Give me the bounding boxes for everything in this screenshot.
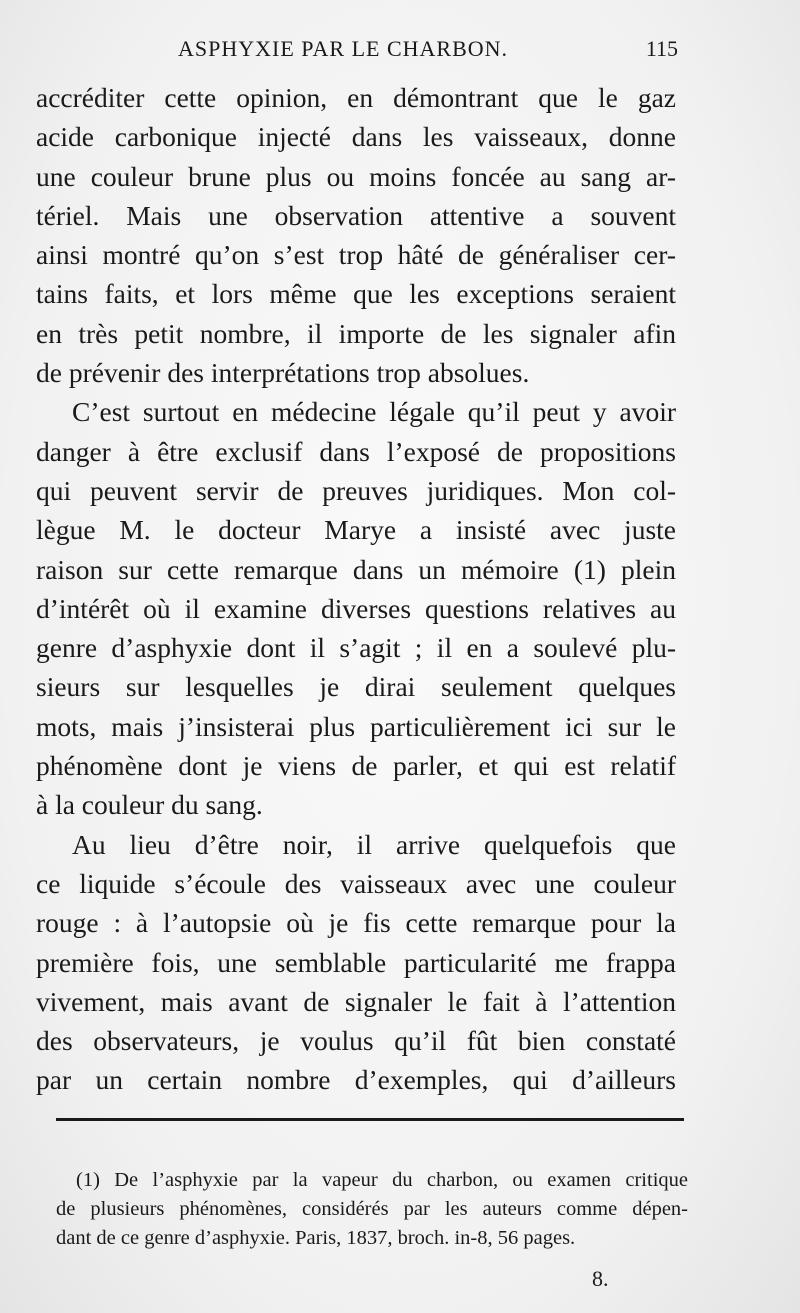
text-line: par un certain nombre d’exemples, qui d’ailleurs	[36, 1064, 676, 1096]
text-line: genre d’asphyxie dont il s’agit ; il en a soulevé plu-	[36, 632, 676, 664]
footnote-line: dant de ce genre d’asphyxie. Paris, 1837, broch. in-8, 56 pages.	[56, 1227, 576, 1249]
text-line: sieurs sur lesquelles je dirai seulement quelques	[36, 671, 676, 703]
footnote-rule	[56, 1118, 684, 1121]
text-line: d’intérêt où il examine diverses questions relatives au	[36, 592, 676, 624]
text-line: première fois, une semblable particularité me frappa	[36, 946, 676, 978]
text-line: de prévenir des interprétations trop absolues.	[36, 357, 530, 389]
text-line: accréditer cette opinion, en démontrant que le gaz	[36, 82, 676, 113]
text-line: lègue M. le docteur Marye a insisté avec juste	[36, 514, 676, 546]
text-line: ce liquide s’écoule des vaisseaux avec une couleur	[36, 867, 676, 899]
text-line: à la couleur du sang.	[36, 789, 263, 821]
text-line: acide carbonique injecté dans les vaisseaux, donne	[36, 121, 676, 153]
text-line: tériel. Mais une observation attentive a souvent	[36, 199, 676, 231]
text-line: rouge : à l’autopsie où je fis cette remarque pour la	[36, 907, 676, 939]
text-line: tains faits, et lors même que les exceptions seraient	[36, 278, 676, 310]
text-line: vivement, mais avant de signaler le fait à l’attention	[36, 985, 676, 1017]
text-line: qui peuvent servir de preuves juridiques. Mon col-	[36, 474, 676, 506]
page-header	[38, 36, 678, 70]
signature-mark: 8.	[592, 1266, 609, 1291]
text-line: une couleur brune plus ou moins foncée au sang ar-	[36, 160, 676, 192]
text-line: ainsi montré qu’on s’est trop hâté de généraliser cer-	[36, 239, 676, 271]
footnote	[56, 1166, 688, 1253]
footnote-line: (1) De l’asphyxie par la vapeur du charbon, ou examen critique	[76, 1169, 688, 1191]
running-title: ASPHYXIE PAR LE CHARBON.	[178, 36, 509, 61]
text-line: phénomène dont je viens de parler, et qui est relatif	[36, 750, 676, 782]
body-text	[36, 78, 676, 1100]
footnote-line: de plusieurs phénomènes, considérés par les auteurs comme dépen-	[56, 1198, 688, 1220]
text-line: mots, mais j’insisterai plus particulièrement ici sur le	[36, 710, 676, 742]
text-line: raison sur cette remarque dans un mémoire (1) plein	[36, 553, 676, 585]
text-line: danger à être exclusif dans l’exposé de propositions	[36, 435, 676, 467]
text-line: Au lieu d’être noir, il arrive quelquefois que	[72, 828, 676, 860]
text-line: des observateurs, je voulus qu’il fût bien constaté	[36, 1025, 676, 1057]
page-number: 115	[645, 36, 678, 61]
text-line: C’est surtout en médecine légale qu’il peut y avoir	[72, 396, 676, 428]
text-line: en très petit nombre, il importe de les signaler afin	[36, 317, 676, 349]
